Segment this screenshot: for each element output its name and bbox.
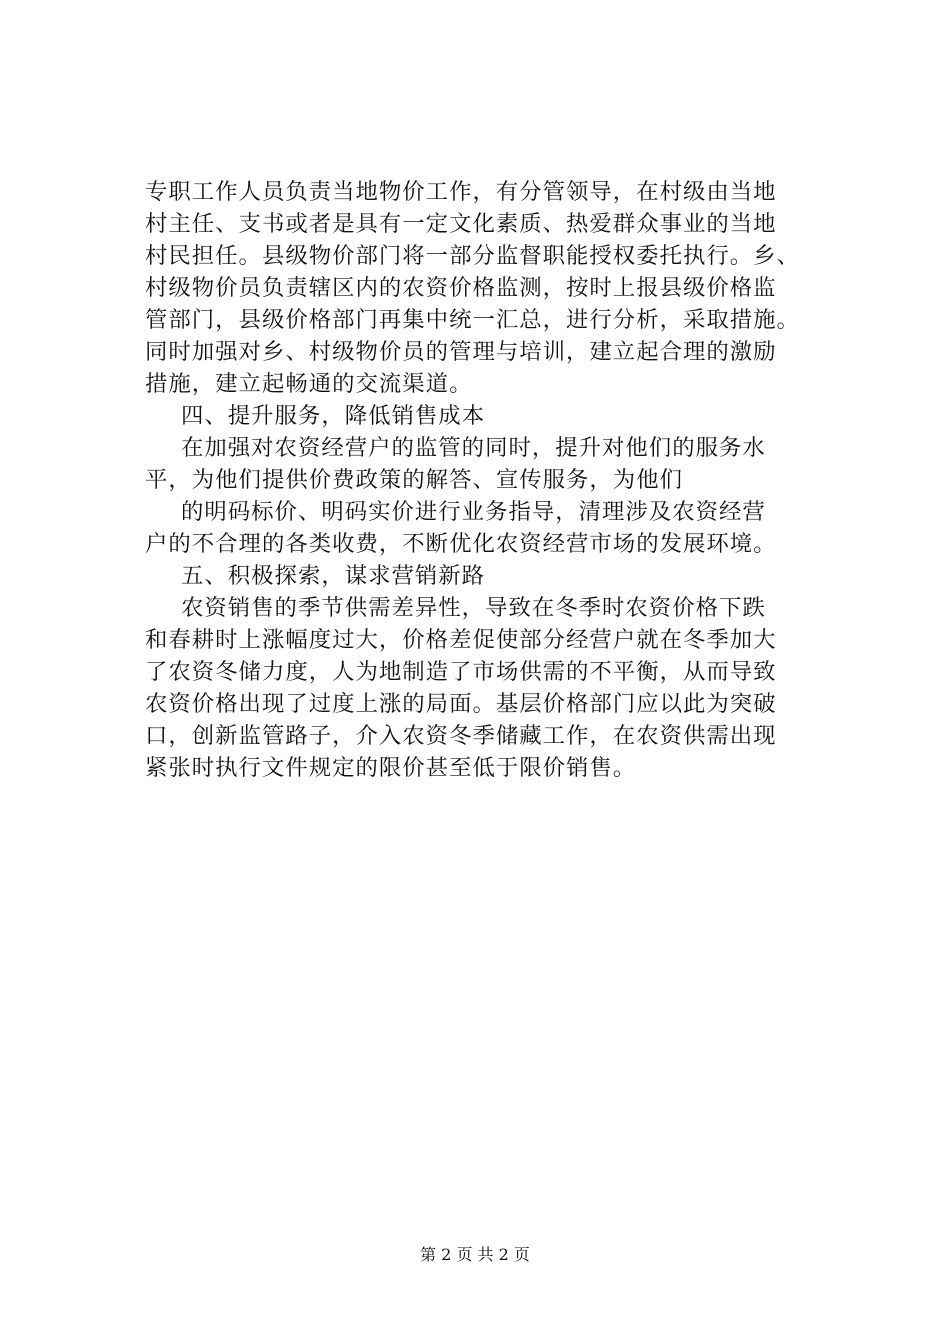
body-text-line: 同时加强对乡、村级物价员的管理与培训，建立起合理的激励	[145, 339, 777, 365]
body-text-line: 户的不合理的各类收费，不断优化农资经营市场的发展环境。	[145, 531, 777, 557]
body-text-line: 和春耕时上涨幅度过大，价格差促使部分经营户就在冬季加大	[145, 627, 777, 653]
body-text-line: 平，为他们提供价费政策的解答、宣传服务，为他们	[145, 467, 683, 493]
body-text-line: 措施，建立起畅通的交流渠道。	[145, 371, 473, 397]
body-text-line: 的明码标价、明码实价进行业务指导，清理涉及农资经营	[181, 499, 766, 525]
body-text-line: 紧张时执行文件规定的限价甚至低于限价销售。	[145, 755, 637, 781]
body-text-line: 村主任、支书或者是具有一定文化素质、热爱群众事业的当地	[145, 211, 777, 237]
section-heading-5: 五、积极探索，谋求营销新路	[181, 563, 486, 589]
body-text-line: 管部门，县级价格部门再集中统一汇总，进行分析，采取措施。	[145, 307, 800, 333]
section-heading-4: 四、提升服务，降低销售成本	[181, 403, 486, 429]
body-text-line: 农资销售的季节供需差异性，导致在冬季时农资价格下跌	[181, 595, 766, 621]
body-text-line: 村民担任。县级物价部门将一部分监督职能授权委托执行。乡、	[145, 243, 800, 269]
body-text-line: 农资价格出现了过度上涨的局面。基层价格部门应以此为突破	[145, 691, 777, 717]
body-text-line: 口，创新监管路子，介入农资冬季储藏工作，在农资供需出现	[145, 723, 777, 749]
body-text-line: 村级物价员负责辖区内的农资价格监测，按时上报县级价格监	[145, 275, 777, 301]
page-number-footer: 第 2 页 共 2 页	[420, 1245, 530, 1264]
body-text-line: 专职工作人员负责当地物价工作，有分管领导，在村级由当地	[145, 179, 777, 205]
body-text-line: 在加强对农资经营户的监管的同时，提升对他们的服务水	[181, 435, 766, 461]
body-text-line: 了农资冬储力度，人为地制造了市场供需的不平衡，从而导致	[145, 659, 777, 685]
